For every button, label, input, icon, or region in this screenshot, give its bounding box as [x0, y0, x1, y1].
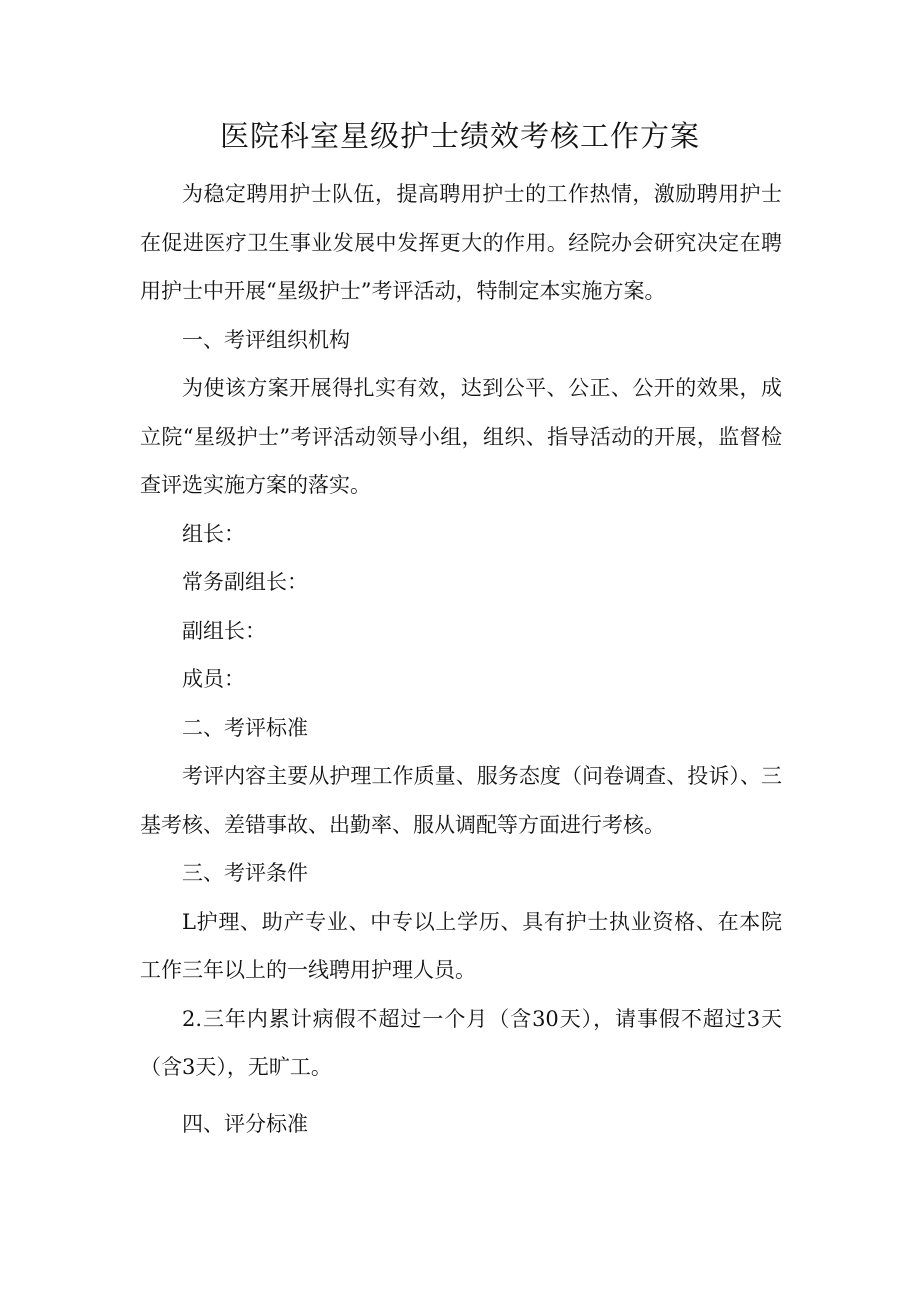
document-title: 医院科室星级护士绩效考核工作方案 [219, 119, 700, 153]
section-heading-organization: 一、考评组织机构 [182, 327, 350, 352]
section-heading-standards: 二、考评标准 [182, 715, 308, 740]
spacer [140, 1092, 782, 1100]
deputy-line: 副组长： [182, 618, 266, 643]
condition-item-2: 2.三年内累计病假不超过一个月（含30天），请事假不超过3天（含3天），无旷工。 [140, 1006, 782, 1079]
condition-item-1: L护理、助产专业、中专以上学历、具有护士执业资格、在本院工作三年以上的一线聘用护理人员。 [140, 909, 782, 982]
section-heading-conditions: 三、考评条件 [182, 861, 308, 885]
intro-paragraph: 为稳定聘用护士队伍，提高聘用护士的工作热情，激励聘用护士在促进医疗卫生事业发展中发挥更大的作用。经院办会研究决定在聘用护士中开展“星级护士”考评活动，特制定本实施方案。 [140, 182, 782, 303]
organization-paragraph: 为使该方案开展得扎实有效，达到公平、公正、公开的效果，成立院“星级护士”考评活动领导小组，组织、指导活动的开展，监督检查评选实施方案的落实。 [140, 376, 782, 497]
document-body [140, 170, 782, 1148]
section-heading-scoring: 四、评分标准 [182, 1111, 308, 1136]
members-line: 成员： [182, 667, 245, 691]
standards-paragraph: 考评内容主要从护理工作质量、服务态度（问卷调查、投诉）、三基考核、差错事故、出勤率、服从调配等方面进行考核。 [140, 764, 782, 837]
executive-deputy-line: 常务副组长： [182, 570, 308, 594]
leader-line: 组长： [182, 521, 245, 546]
